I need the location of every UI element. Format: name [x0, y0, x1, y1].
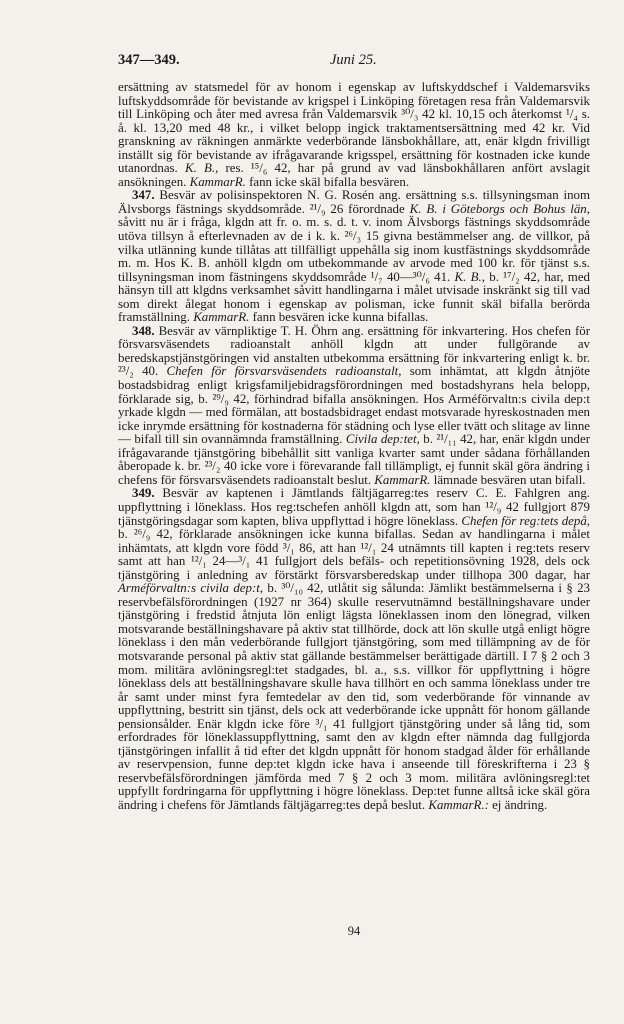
case-347: 347. Besvär av polisinspektoren N. G. Rosén ang. ersättning s.s. tillsyningsman inom Älvsborgs fästnings skyddsområde. ²¹/₉ 26 förordnade K. B. i Göteborgs och Bohus län, såvitt nu är i fråga, klgdn att fr. o. m. s. d. t. v. inom Älvsborgs fästnings skyddsområde utöva tillsyn å efterlevnaden av de i k. k. ²⁶/₃ 15 givna bestämmelser ang. de villkor, på vilka utlänning kunde tillåtas att tillfälligt uppehålla sig inom kustfästnings skyddsområde m. m. Hos K. B. anhöll klgdn om utbekommande av arvode med 100 kr. för tjänst s.s. tillsyningsman inom fästningens skyddsområde ¹/₇ 40—³⁰/₆ 41. K. B., b. ¹⁷/₂ 42, har, med hänsyn till att klgdns verksamhet såvitt handlingarna i målet utvisade inskränkt sig till vad som direkt ålegat honom i egenskap av polisman, icke funnit skäl bifalla berörda framställning. KammarR. fann besvären icke kunna bifallas. — [118, 188, 590, 325]
case-349: 349. Besvär av kaptenen i Jämtlands fältjägarreg:tes reserv C. E. Fahlgren ang. uppflyttning i löneklass. Hos reg:tschefen anhöll klgdn att, som han ¹²/₉ 42 fullgjort 879 tjänstgöringsdagar som kapten, bliva uppflyttad i högre löneklass. Chefen för reg:tets depå, b. ²⁶/₉ 42, förklarade ansökningen icke kunna bifallas. Sedan av handlingarna i målet inhämtats, att klgdn vore född ³/₁ 86, att han ¹²/₁ 24 utnämnts till kapten i reg:tets reserv samt att han ¹²/₁ 24—³/₁ 41 fullgjort dels befäls- och repetitionsövning 1928, dels ock tjänstgöring i anledning av förstärkt försvarsberedskap under tillhopa 300 dagar, har Arméförvaltn:s civila dep:t, b. ³⁰/₁₀ 42, utlåtit sig sålunda: Jämlikt bestämmelserna i § 23 reservbefälsförordningen (1927 nr 364) skulle reservutnämnd beställningshavare under tjänstgöring i fredstid åtnjuta lön enligt lägsta löneklassen inom den lönegrad, vilken motsvarande beställningshavare på aktiv stat tillhörde, dock att lön skulle utgå enligt högre löneklass i den mån vederbörande fullgjort tjänstgöring, som med tillämpning av de för motsvarande personal på aktiv stat gällande bestämmelser berättigade därtill. I 7 § 2 och 3 mom. militära avlöningsregl:tet stadgades, bl. a., s.s. villkor för uppflyttning i högre löneklass dels att beställningshavare skulle hava tillhört en och samma löneklass under tre år samt under minst fyra femtedelar av den tid, som vederbörande för vinnande av uppflyttning, bestritt sin tjänst, dels ock att vederbörande icke uppnått för honom gällande pensionsålder. Enär klgdn icke före ³/₁ 41 fullgjort tjänstgöring under så lång tid, som erfordrades för löneklassuppflyttning, samt den av klgdn efter nämnda dag fullgjorda tjänstgöringen infallit å tid efter det klgdn uppnått för honom stadgad ålder för erhållande av reservpension, funne dep:tet klgdn icke hava i anseende till föreskrifterna i 23 § reservbefälsförordningen jämförda med 7 § 2 och 3 mom. militära avlöningsregl:tet uppfyllt fordringarna för uppflyttning i högre löneklass. Dep:tet funne alltså icke skäl göra ändring i chefens för Jämtlands fältjägarreg:tes depå beslut. KammarR.: ej ändring. — [118, 486, 591, 812]
case-348: 348. Besvär av värnpliktige T. H. Öhrn ang. ersättning för inkvartering. Hos chefen för försvarsväsendets radioanstalt anhöll klgdn att under fullgörande av beredskapstjänstgöringen vid anstalten utbekomma ersättning för inkvartering enligt k. br. ²³/₂ 40. Chefen för försvarsväsendets radioanstalt, som inhämtat, att klgdn åtnjöte bostadsbidrag enligt krigsfamiljebidragsförordningen med bostadshyrans hela belopp, förklarade sig, b. ²⁹/₉ 42, förhindrad bifalla ansökningen. Hos Arméförvaltn:s civila dep:t yrkade klgdn — med förmälan, att bostadsbidraget endast motsvarade hyreskostnaden men icke inrymde ersättning för kostnaderna för städning och lyse eller tvätt och slitage av linne — bifall till sin ovannämnda framställning. Civila dep:tet, b. ²¹/₁₁ 42, har, enär klgdn under ifrågavarande tjänstgöring bibehållit sitt vanliga kvarter samt under sådana förhållanden åberopade k. br. ²³/₂ 40 icke vore i förevarande fall tillämpligt, ej funnit skäl göra ändring i chefens för försvarsväsendets radioanstalt beslut. KammarR. lämnade besvären utan bifall. — [118, 323, 590, 487]
case-number: 349. — [132, 486, 155, 501]
case-346-continuation: ersättning av statsmedel för av honom i egenskap av luftskyddschef i Valdemarsviks luftskyddsområde för bevistande av krigspel i Linköping företagen resa från Valdemarsvik till Linköping och åter med avresa från Valdemarsvik ³⁰/₃ 42 kl. 10,15 och återkomst ¹/₄ s. å. kl. 13,20 med 48 kr., i vilket belopp ingick traktamentsersättning med 42 kr. Vid granskning av räkningen anmärkte vederbörande länsbokhållare, att, enär klgdn frivilligt inställt sig för bevistande av ifrågavarande krigsspel, ersättning för kostnaden icke kunde utanordnas. K. B., res. ¹⁵/₆ 42, har på grund av vad länsbokhållaren anfört avslagit ansökningen. KammarR. fann icke skäl bifalla besvären. — [118, 80, 590, 189]
body-text — [118, 81, 590, 813]
page-header — [118, 52, 588, 74]
page-number: 94 — [347, 924, 361, 938]
case-number: 348. — [132, 323, 155, 338]
case-number: 347. — [132, 188, 155, 203]
page-date: Juni 25. — [330, 52, 377, 68]
page-footer — [0, 924, 624, 939]
page-range: 347—349. — [118, 52, 180, 68]
